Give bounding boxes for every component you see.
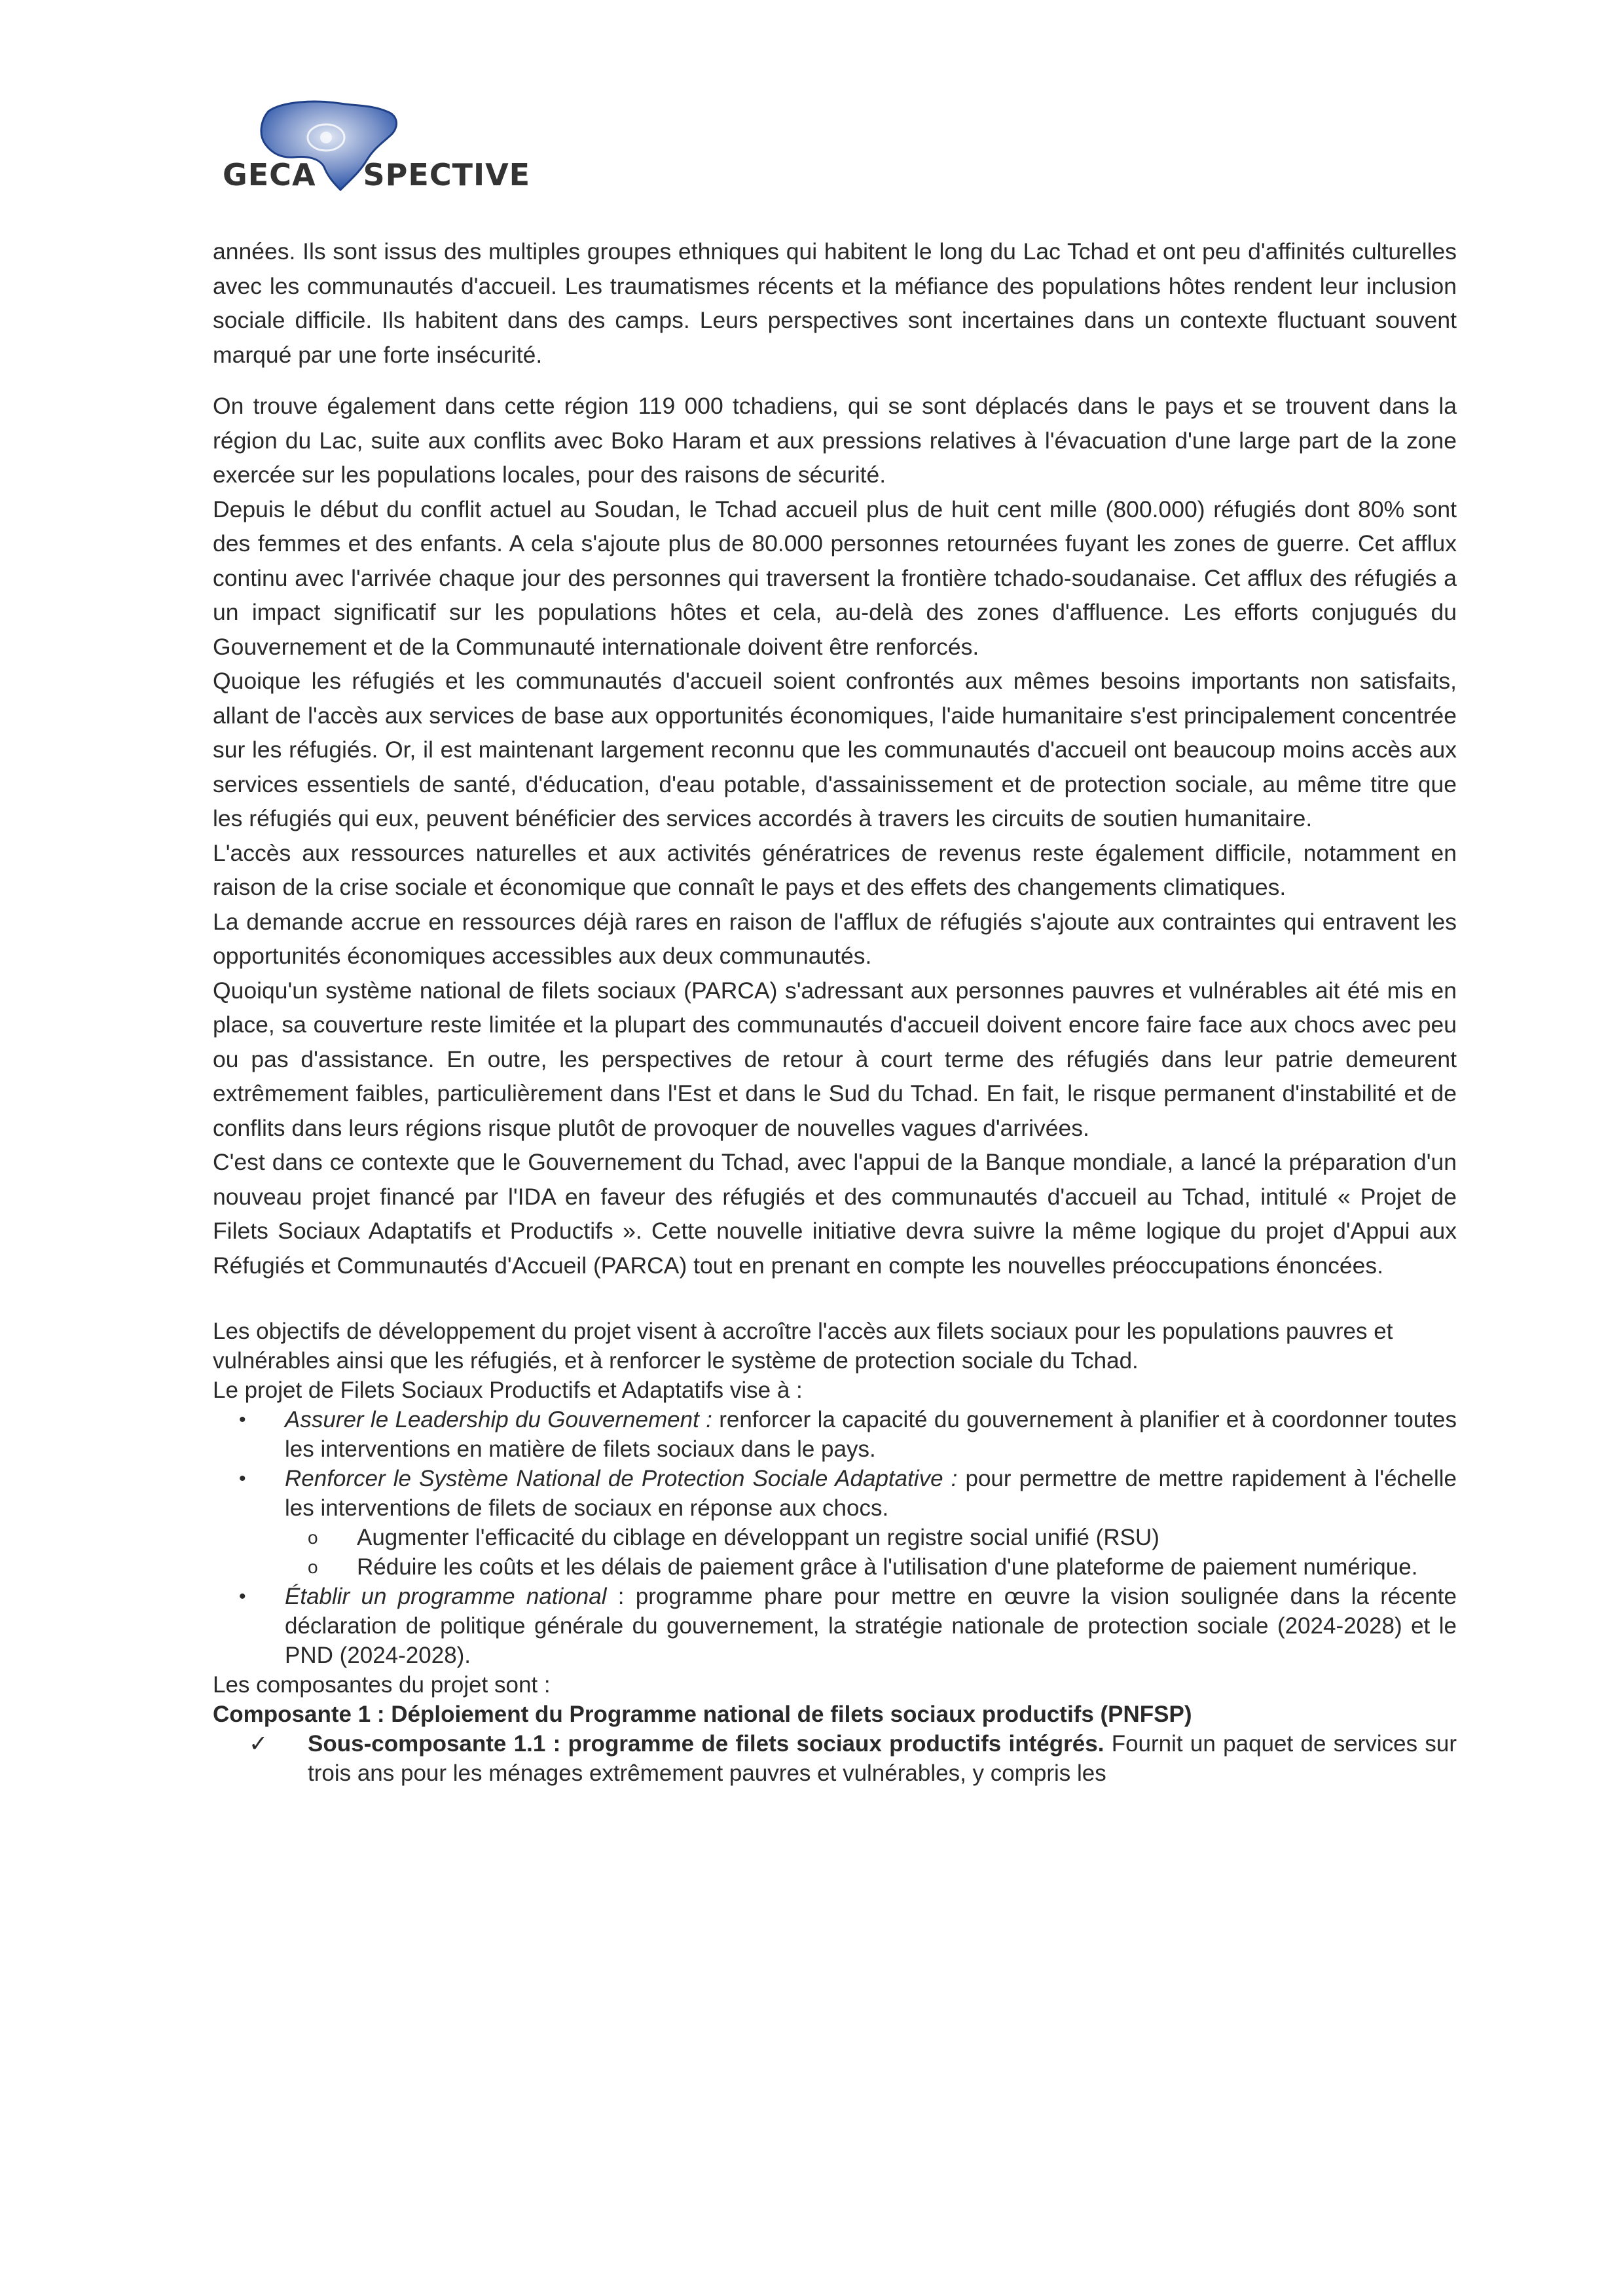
objectives-list bbox=[213, 1405, 1457, 1670]
subcomponent-title: Sous-composante 1.1 : programme de filets sociaux productifs intégrés. bbox=[308, 1731, 1104, 1757]
paragraph: années. Ils sont issus des multiples groupes ethniques qui habitent le long du Lac Tchad et ont peu d'affinités culturelles avec les communautés d'accueil. Les traumatismes récents et la méfiance des populations hôtes rendent leur inclusion sociale difficile. Ils habitent dans des camps. Leurs perspectives sont incertaines dans un contexte fluctuant souvent marqué par une forte insécurité. bbox=[213, 238, 1457, 368]
check-icon: ✓ bbox=[249, 1731, 268, 1757]
subcomponent-1-1 bbox=[213, 1729, 1457, 1788]
circle-bullet-icon: o bbox=[308, 1557, 318, 1577]
bullet-icon: • bbox=[239, 1468, 246, 1489]
item-text: renforcer la capacité du gouvernement à planifier et à coordonner toutes les interventions en matière de filets sociaux dans le pays. bbox=[285, 1407, 1457, 1462]
item-title: Établir un programme national bbox=[285, 1584, 607, 1609]
objectives-intro: Les objectifs de développement du projet visent à accroître l'accès aux filets sociaux pour les populations pauvres et vulnérables ainsi que les réfugiés, et à renforcer le système de protection sociale du Tchad. bbox=[213, 1319, 1393, 1374]
list-item bbox=[213, 1405, 1457, 1464]
sub-item-text: Réduire les coûts et les délais de paiement grâce à l'utilisation d'une plateforme de paiement numérique. bbox=[357, 1554, 1418, 1580]
item-text: pour permettre de mettre rapidement à l'échelle les interventions de filets de sociaux en réponse aux chocs. bbox=[285, 1466, 1457, 1521]
bullet-icon: • bbox=[239, 1409, 246, 1430]
component-1-title: Composante 1 : Déploiement du Programme national de filets sociaux productifs (PNFSP) bbox=[213, 1702, 1192, 1727]
paragraph: Quoiqu'un système national de filets sociaux (PARCA) s'adressant aux personnes pauvres et vulnérables ait été mis en place, sa couverture reste limitée et la plupart des communautés d'accueil doivent encore faire face aux chocs avec peu ou pas d'assistance. En outre, les perspectives de retour à court terme des réfugiés dans leur patrie demeurent extrêmement faibles, particulièrement dans l'Est et dans le Sud du Tchad. En fait, le risque permanent d'instabilité et de conflits dans leurs régions risque plutôt de provoquer de nouvelles vagues d'arrivées. bbox=[213, 977, 1457, 1141]
document-body bbox=[213, 234, 1457, 1788]
logo-text-left: GECA bbox=[223, 157, 316, 192]
paragraph: C'est dans ce contexte que le Gouvernement du Tchad, avec l'appui de la Banque mondiale, a lancé la préparation d'un nouveau projet financé par l'IDA en faveur des réfugiés et des communautés d'accueil au Tchad, intitulé « Projet de Filets Sociaux Adaptatifs et Productifs ». Cette nouvelle initiative devra suivre la même logique du projet d'Appui aux Réfugiés et Communautés d'Accueil (PARCA) tout en prenant en compte les nouvelles préoccupations énoncées. bbox=[213, 1149, 1457, 1279]
objectives-lead: Le projet de Filets Sociaux Productifs et Adaptatifs vise à : bbox=[213, 1377, 803, 1403]
paragraph: L'accès aux ressources naturelles et aux activités génératrices de revenus reste également difficile, notamment en raison de la crise sociale et économique que connaît le pays et des effets des changements climatiques. bbox=[213, 839, 1457, 900]
sub-list-item bbox=[278, 1552, 1457, 1582]
subcomponent-text: Fournit un paquet de services sur trois ans pour les ménages extrêmement pauvres et vulnérables, y compris les bbox=[308, 1731, 1457, 1786]
bullet-icon: • bbox=[239, 1586, 246, 1607]
paragraph: On trouve également dans cette région 119 000 tchadiens, qui se sont déplacés dans le pays et se trouvent dans la région du Lac, suite aux conflits avec Boko Haram et aux pressions relatives à l'évacuation d'une large part de la zone exercée sur les populations locales, pour des raisons de sécurité. bbox=[213, 393, 1457, 488]
logo-text-right: SPECTIVE bbox=[363, 157, 531, 192]
components-lead: Les composantes du projet sont : bbox=[213, 1672, 551, 1698]
list-item bbox=[213, 1464, 1457, 1582]
item-title: Renforcer le Système National de Protection Sociale Adaptative : bbox=[285, 1466, 958, 1491]
paragraph: La demande accrue en ressources déjà rares en raison de l'afflux de réfugiés s'ajoute aux contraintes qui entravent les opportunités économiques accessibles aux deux communautés. bbox=[213, 908, 1457, 969]
logo bbox=[223, 98, 537, 203]
sub-item-text: Augmenter l'efficacité du ciblage en développant un registre social unifié (RSU) bbox=[357, 1525, 1159, 1550]
item-text: : programme phare pour mettre en œuvre la vision soulignée dans la récente déclaration de politique générale du gouvernement, la stratégie nationale de protection sociale (2024-2028) et le PND (2024-2028). bbox=[285, 1584, 1457, 1668]
sub-list bbox=[285, 1523, 1457, 1582]
item-title: Assurer le Leadership du Gouvernement : bbox=[285, 1407, 712, 1432]
paragraph: Depuis le début du conflit actuel au Soudan, le Tchad accueil plus de huit cent mille (800.000) réfugiés dont 80% sont des femmes et des enfants. A cela s'ajoute plus de 80.000 personnes retournées fuyant les zones de guerre. Cet afflux continu avec l'arrivée chaque jour des personnes qui traversent la frontière tchado-soudanaise. Cet afflux des réfugiés a un impact significatif sur les populations hôtes et cela, au-delà des zones d'affluence. Les efforts conjugués du Gouvernement et de la Communauté internationale doivent être renforcés. bbox=[213, 496, 1457, 660]
logo-text bbox=[223, 157, 530, 192]
paragraph: Quoique les réfugiés et les communautés d'accueil soient confrontés aux mêmes besoins importants non satisfaits, allant de l'accès aux services de base aux opportunités économiques, l'aide humanitaire s'est principalement concentrée sur les réfugiés. Or, il est maintenant largement reconnu que les communautés d'accueil ont beaucoup moins accès aux services essentiels de santé, d'éducation, d'eau potable, d'assainissement et de protection sociale, au même titre que les réfugiés qui eux, peuvent bénéficier des services accordés à travers les circuits de soutien humanitaire. bbox=[213, 668, 1457, 831]
objectives-section bbox=[213, 1317, 1457, 1788]
list-item bbox=[213, 1582, 1457, 1670]
circle-bullet-icon: o bbox=[308, 1527, 318, 1548]
sub-list-item bbox=[278, 1523, 1457, 1552]
